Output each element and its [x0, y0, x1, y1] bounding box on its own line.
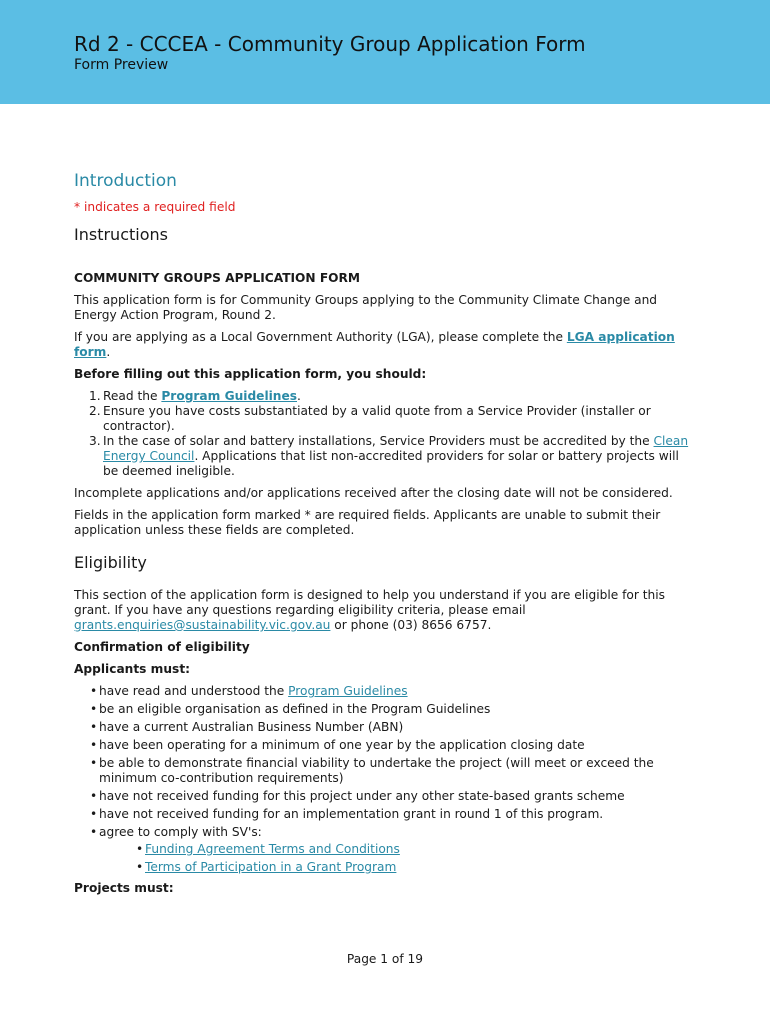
instructions-heading: Instructions: [74, 225, 168, 244]
list-item: • be an eligible organisation as defined in the Program Guidelines: [74, 702, 694, 717]
text-span: This section of the application form is designed to help you understand if you are eligible for this grant. If you have any questions regarding eligibility criteria, please email: [74, 588, 665, 617]
text-span: or phone (03) 8656 6757.: [330, 618, 492, 632]
header-banner: [0, 0, 770, 104]
page-number: Page 1 of 19: [346, 952, 424, 966]
required-field-note: * indicates a required field: [74, 200, 236, 214]
instructions-para-2: [74, 330, 694, 360]
list-item: • have a current Australian Business Number (ABN): [74, 720, 694, 735]
program-guidelines-link[interactable]: Program Guidelines: [161, 389, 297, 403]
eligibility-para-1: [74, 588, 694, 633]
text-span: Read the: [103, 389, 162, 403]
list-item: [74, 684, 694, 699]
sv-terms-list: [99, 842, 694, 875]
step-number: 1.: [89, 389, 101, 403]
before-filling-heading: Before filling out this application form, you should:: [74, 367, 427, 381]
step-item: [74, 389, 694, 404]
funding-agreement-terms-link[interactable]: Funding Agreement Terms and Conditions: [145, 842, 400, 856]
terms-of-participation-link[interactable]: Terms of Participation in a Grant Program: [145, 860, 397, 874]
text-span: .: [106, 345, 111, 359]
lga-application-form-link[interactable]: LGA application form: [74, 330, 675, 359]
step-number: 3.: [89, 434, 101, 448]
list-item: • have been operating for a minimum of one year by the application closing date: [74, 738, 694, 753]
projects-must-heading: Projects must:: [74, 881, 174, 895]
list-item: [99, 860, 694, 875]
step-item: [74, 404, 694, 434]
form-subtitle: Form Preview: [74, 57, 169, 73]
clean-energy-council-link[interactable]: Clean Energy Council: [103, 434, 689, 463]
program-guidelines-link-2[interactable]: Program Guidelines: [288, 684, 408, 698]
text-span: Ensure you have costs substantiated by a valid quote from a Service Provider (installer or contractor).: [103, 404, 651, 433]
instructions-para-4: Fields in the application form marked * are required fields. Applicants are unable to submit their application unless these fields are completed.: [74, 508, 661, 537]
form-title: Rd 2 - CCCEA - Community Group Application Form: [74, 32, 586, 56]
list-item: • be able to demonstrate financial viability to undertake the project (will meet or exceed the minimum co-contribution requirements): [74, 756, 694, 786]
text-span: In the case of solar and battery installations, Service Providers must be accredited by the: [103, 434, 654, 448]
text-span: .: [297, 389, 301, 403]
application-form-title: COMMUNITY GROUPS APPLICATION FORM: [74, 271, 361, 285]
form-content: [74, 170, 694, 903]
list-item: • have not received funding for an implementation grant in round 1 of this program.: [74, 807, 694, 822]
eligibility-heading: Eligibility: [74, 553, 147, 572]
applicant-requirements-list: [74, 684, 694, 875]
text-span: If you are applying as a Local Government Authority (LGA), please complete the: [74, 330, 567, 344]
text-span: have read and understood the: [99, 684, 289, 698]
applicants-must-heading: Applicants must:: [74, 662, 191, 676]
introduction-heading: Introduction: [74, 171, 177, 191]
instructions-steps: [74, 389, 694, 479]
list-item: [74, 825, 694, 875]
text-span: . Applications that list non-accredited providers for solar or battery projects will be deemed ineligible.: [103, 449, 679, 478]
text-span: agree to comply with SV's:: [99, 825, 262, 839]
instructions-para-3: Incomplete applications and/or applications received after the closing date will not be considered.: [74, 486, 673, 500]
list-item: [99, 842, 694, 857]
grants-enquiries-email-link[interactable]: grants.enquiries@sustainability.vic.gov.au: [74, 618, 331, 632]
step-number: 2.: [89, 404, 101, 418]
instructions-para-1: This application form is for Community Groups applying to the Community Climate Change and Energy Action Program, Round 2.: [74, 293, 658, 322]
confirmation-heading: Confirmation of eligibility: [74, 640, 250, 654]
list-item: • have not received funding for this project under any other state-based grants scheme: [74, 789, 694, 804]
step-item: [74, 434, 694, 479]
